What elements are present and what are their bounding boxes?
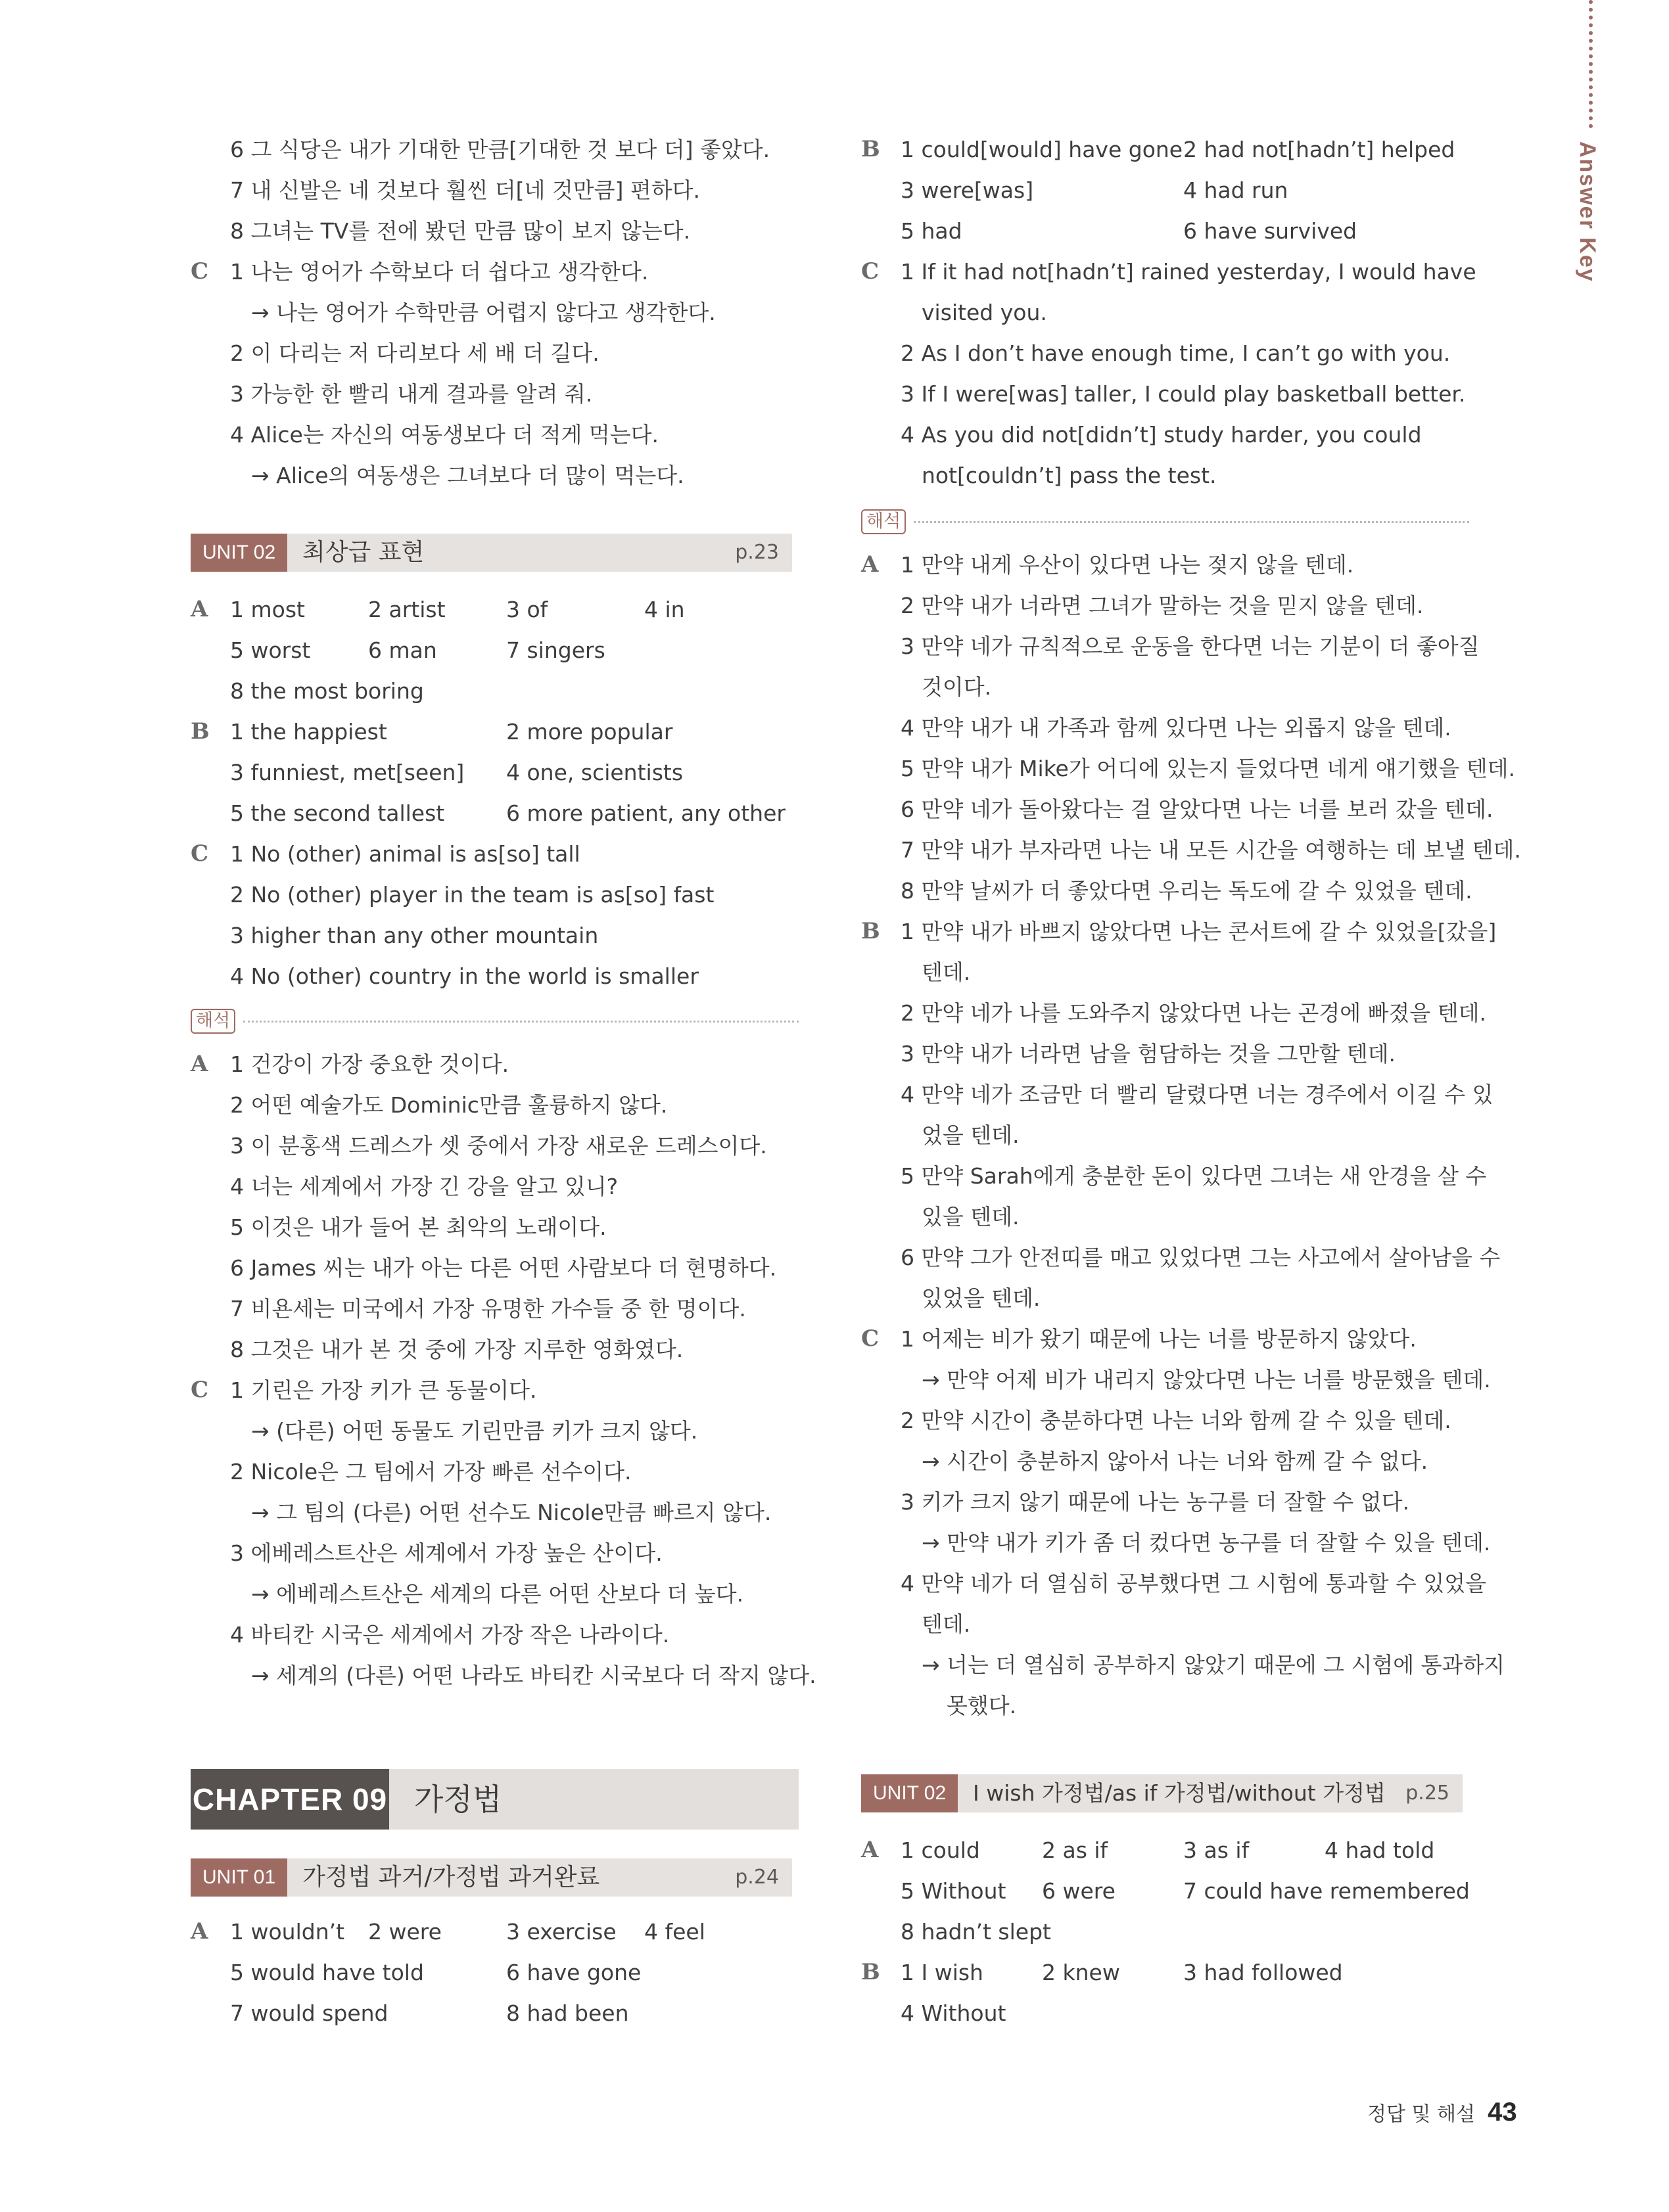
answer-item: 4 As you did not[didn’t] study harder, you could	[901, 422, 1422, 448]
page-footer	[1367, 2098, 1517, 2127]
answer-item: 5 Without	[901, 1878, 1006, 1904]
translation-line: → (다른) 어떤 동물도 기린만큼 키가 크지 않다.	[251, 1418, 698, 1444]
translation-line: 8 만약 날씨가 더 좋았다면 우리는 독도에 갈 수 있었을 텐데.	[901, 878, 1472, 904]
answer-item: not[couldn’t] pass the test.	[922, 463, 1217, 488]
translation-line: → 에베레스트산은 세계의 다른 어떤 산보다 더 높다.	[251, 1581, 744, 1607]
answer-item: 2 artist	[368, 597, 446, 622]
translation-line: 1 만약 내가 바쁘지 않았다면 나는 콘서트에 갈 수 있었을[갔을]	[901, 919, 1497, 944]
answer-item: 6 more patient, any other	[506, 800, 786, 826]
answer-item: 5 would have told	[230, 1960, 424, 1985]
answer-item: 3 were[was]	[901, 177, 1034, 203]
page-number: 43	[1488, 2098, 1517, 2127]
answer-item: 1 wouldn’t	[230, 1919, 345, 1945]
answer-item: 2 were	[368, 1919, 442, 1945]
translation-line: 텐데.	[922, 959, 971, 985]
translation-line: 것이다.	[922, 674, 992, 700]
answer-item: 4 had run	[1183, 177, 1288, 203]
section-letter-c: C	[861, 1325, 880, 1352]
dotted-rule	[914, 521, 1469, 523]
section-letter-a: A	[191, 596, 208, 622]
translation-line: 5 이것은 내가 들어 본 최악의 노래이다.	[230, 1214, 607, 1240]
answer-line: 6 그 식당은 내가 기대한 만큼[기대한 것 보다 더] 좋았다.	[230, 137, 770, 162]
haeseok-label: 해석	[861, 509, 906, 534]
answer-item: 5 worst	[230, 637, 311, 663]
translation-line: 1 만약 내게 우산이 있다면 나는 젖지 않을 텐데.	[901, 552, 1354, 578]
translation-line: 4 만약 네가 조금만 더 빨리 달렸다면 너는 경주에서 이길 수 있	[901, 1082, 1493, 1107]
translation-line: → 세계의 (다른) 어떤 나라도 바티칸 시국보다 더 작지 않다.	[251, 1663, 816, 1688]
answer-line: → Alice의 여동생은 그녀보다 더 많이 먹는다.	[251, 463, 684, 488]
unit-page-ref: p.24	[735, 1866, 779, 1889]
answer-item: 7 would spend	[230, 2000, 388, 2026]
answer-item: 3 of	[506, 597, 548, 622]
answer-item: 2 more popular	[506, 719, 673, 745]
answer-item: 1 most	[230, 597, 305, 622]
answer-item: 1 I wish	[901, 1960, 983, 1985]
answer-item: 4 had told	[1325, 1837, 1435, 1863]
translation-line: 7 비욘세는 미국에서 가장 유명한 가수들 중 한 명이다.	[230, 1296, 746, 1322]
answer-item: 3 as if	[1183, 1837, 1250, 1863]
translation-line: 3 만약 네가 규칙적으로 운동을 한다면 너는 기분이 더 좋아질	[901, 634, 1480, 659]
translation-line: 1 어제는 비가 왔기 때문에 나는 너를 방문하지 않았다.	[901, 1326, 1417, 1352]
side-tab-dots	[1589, 0, 1598, 128]
answer-item: 6 were	[1042, 1878, 1116, 1904]
section-letter-a: A	[861, 551, 879, 578]
answer-item: 2 had not[hadn’t] helped	[1183, 137, 1455, 162]
answer-item: 2 as if	[1042, 1837, 1108, 1863]
answer-item: 3 If I were[was] taller, I could play basketball better.	[901, 381, 1466, 407]
chapter-tag: CHAPTER 09	[191, 1769, 389, 1830]
answer-item: 3 exercise	[506, 1919, 617, 1945]
answer-item: 1 the happiest	[230, 719, 387, 745]
unit-header	[191, 534, 792, 572]
translation-line: 8 그것은 내가 본 것 중에 가장 지루한 영화였다.	[230, 1337, 684, 1362]
answer-item: 4 Without	[901, 2000, 1006, 2026]
section-letter-b: B	[861, 1959, 880, 1985]
translation-line: 2 만약 시간이 충분하다면 나는 너와 함께 갈 수 있을 텐데.	[901, 1408, 1451, 1433]
translation-line: 못했다.	[947, 1693, 1017, 1718]
unit-page-ref: p.23	[735, 541, 779, 564]
answer-item: 1 No (other) animal is as[so] tall	[230, 841, 580, 867]
chapter-title: 가정법	[414, 1782, 502, 1817]
chapter-banner	[191, 1769, 799, 1830]
dotted-rule	[243, 1021, 799, 1023]
section-letter-c: C	[861, 258, 880, 285]
translation-line: 2 어떤 예술가도 Dominic만큼 훌륭하지 않다.	[230, 1092, 668, 1118]
section-letter-a: A	[191, 1051, 208, 1077]
translation-line: 2 만약 네가 나를 도와주지 않았다면 나는 곤경에 빠졌을 텐데.	[901, 1000, 1486, 1026]
haeseok-label: 해석	[191, 1009, 235, 1034]
unit-tag: UNIT 01	[191, 1858, 287, 1897]
answer-line: 1 나는 영어가 수학보다 더 쉽다고 생각한다.	[230, 259, 649, 285]
translation-line: 었을 텐데.	[922, 1122, 1020, 1148]
unit-tag: UNIT 02	[861, 1774, 958, 1812]
answer-item: 8 hadn’t slept	[901, 1919, 1051, 1945]
translation-line: 있었을 텐데.	[922, 1285, 1041, 1311]
translation-line: → 만약 내가 키가 좀 더 컸다면 농구를 더 잘할 수 있을 텐데.	[922, 1530, 1491, 1555]
unit-header	[861, 1774, 1463, 1812]
section-letter-b: B	[861, 136, 880, 162]
translation-line: 4 만약 네가 더 열심히 공부했다면 그 시험에 통과할 수 있었을	[901, 1571, 1486, 1596]
translation-line: 6 만약 네가 돌아왔다는 걸 알았다면 나는 너를 보러 갔을 텐데.	[901, 796, 1493, 822]
translation-line: 3 이 분홍색 드레스가 셋 중에서 가장 새로운 드레스이다.	[230, 1133, 767, 1159]
translation-line: → 그 팀의 (다른) 어떤 선수도 Nicole만큼 빠르지 않다.	[251, 1500, 772, 1525]
answer-item: 1 could[would] have gone	[901, 137, 1183, 162]
haeseok-divider	[861, 509, 1469, 536]
unit-title: 가정법 과거/가정법 과거완료	[302, 1864, 600, 1891]
answer-item: 8 had been	[506, 2000, 629, 2026]
translation-line: 4 바티칸 시국은 세계에서 가장 작은 나라이다.	[230, 1622, 670, 1647]
translation-line: 2 만약 내가 너라면 그녀가 말하는 것을 믿지 않을 텐데.	[901, 593, 1424, 618]
answer-item: 7 could have remembered	[1183, 1878, 1470, 1904]
translation-line: 있을 텐데.	[922, 1204, 1020, 1230]
unit-header	[191, 1858, 792, 1897]
translation-line: 1 기린은 가장 키가 큰 동물이다.	[230, 1377, 537, 1403]
answer-item: 4 feel	[644, 1919, 705, 1945]
section-letter-a: A	[861, 1837, 879, 1863]
answer-item: 3 had followed	[1183, 1960, 1343, 1985]
answer-item: 4 in	[644, 597, 685, 622]
answer-line: → 나는 영어가 수학만큼 어렵지 않다고 생각한다.	[251, 300, 716, 325]
answer-key-side-tab	[1574, 0, 1614, 289]
translation-line: 2 Nicole은 그 팀에서 가장 빠른 선수이다.	[230, 1459, 632, 1485]
answer-item: 2 knew	[1042, 1960, 1120, 1985]
answer-item: 6 have gone	[506, 1960, 642, 1985]
answer-item: 2 As I don’t have enough time, I can’t go with you.	[901, 340, 1451, 366]
unit-title: 최상급 표현	[302, 539, 425, 566]
translation-line: 7 만약 내가 부자라면 나는 내 모든 시간을 여행하는 데 보낼 텐데.	[901, 837, 1521, 863]
answer-item: visited you.	[922, 300, 1047, 325]
translation-line: 5 만약 Sarah에게 충분한 돈이 있다면 그녀는 새 안경을 살 수	[901, 1163, 1487, 1189]
answer-item: 7 singers	[506, 637, 605, 663]
translation-line: 1 건강이 가장 중요한 것이다.	[230, 1051, 509, 1077]
translation-line: → 너는 더 열심히 공부하지 않았기 때문에 그 시험에 통과하지	[922, 1652, 1505, 1678]
answer-line: 8 그녀는 TV를 전에 봤던 만큼 많이 보지 않는다.	[230, 218, 691, 244]
answer-line: 7 내 신발은 네 것보다 훨씬 더[네 것만큼] 편하다.	[230, 177, 700, 203]
translation-line: 5 만약 내가 Mike가 어디에 있는지 들었다면 네게 얘기했을 텐데.	[901, 756, 1515, 781]
translation-line: 6 만약 그가 안전띠를 매고 있었다면 그는 사고에서 살아남을 수	[901, 1245, 1501, 1270]
answer-item: 2 No (other) player in the team is as[so] fast	[230, 882, 715, 908]
section-letter-b: B	[191, 718, 210, 745]
side-tab-label: Answer Key	[1575, 141, 1600, 283]
answer-item: 3 higher than any other mountain	[230, 923, 599, 948]
answer-item: 8 the most boring	[230, 678, 424, 704]
translation-line: 4 만약 내가 내 가족과 함께 있다면 나는 외롭지 않을 텐데.	[901, 715, 1451, 741]
translation-line: → 만약 어제 비가 내리지 않았다면 나는 너를 방문했을 텐데.	[922, 1367, 1491, 1393]
translation-line: 6 James 씨는 내가 아는 다른 어떤 사람보다 더 현명하다.	[230, 1255, 777, 1281]
answer-item: 1 could	[901, 1837, 980, 1863]
section-letter-b: B	[861, 918, 880, 944]
answer-item: 6 man	[368, 637, 437, 663]
answer-item: 4 No (other) country in the world is smaller	[230, 963, 699, 989]
section-letter-a: A	[191, 1918, 208, 1945]
translation-line: → 시간이 충분하지 않아서 나는 너와 함께 갈 수 없다.	[922, 1448, 1428, 1474]
answer-item: 4 one, scientists	[506, 760, 684, 785]
answer-line: 3 가능한 한 빨리 내게 결과를 알려 줘.	[230, 381, 593, 407]
answer-line: 4 Alice는 자신의 여동생보다 더 적게 먹는다.	[230, 422, 659, 448]
section-letter-c: C	[191, 841, 209, 867]
unit-tag: UNIT 02	[191, 534, 287, 572]
answer-item: 5 had	[901, 218, 962, 244]
section-letter-c: C	[191, 258, 209, 285]
footer-label: 정답 및 해설	[1367, 2103, 1475, 2126]
translation-line: 3 에베레스트산은 세계에서 가장 높은 산이다.	[230, 1540, 663, 1566]
answer-item: 5 the second tallest	[230, 800, 445, 826]
translation-line: 4 너는 세계에서 가장 긴 강을 알고 있니?	[230, 1174, 619, 1199]
translation-line: 3 키가 크지 않기 때문에 나는 농구를 더 잘할 수 없다.	[901, 1489, 1409, 1515]
answer-item: 3 funniest, met[seen]	[230, 760, 465, 785]
answer-item: 1 If it had not[hadn’t] rained yesterday, I would have	[901, 259, 1476, 285]
unit-page-ref: p.25	[1405, 1782, 1449, 1805]
section-letter-c: C	[191, 1377, 209, 1403]
translation-line: 3 만약 내가 너라면 남을 험담하는 것을 그만할 텐데.	[901, 1041, 1396, 1067]
answer-item: 6 have survived	[1183, 218, 1357, 244]
translation-line: 텐데.	[922, 1611, 971, 1637]
unit-title: I wish 가정법/as if 가정법/without 가정법	[973, 1780, 1386, 1806]
haeseok-divider	[191, 1009, 799, 1035]
answer-line: 2 이 다리는 저 다리보다 세 배 더 길다.	[230, 340, 599, 366]
